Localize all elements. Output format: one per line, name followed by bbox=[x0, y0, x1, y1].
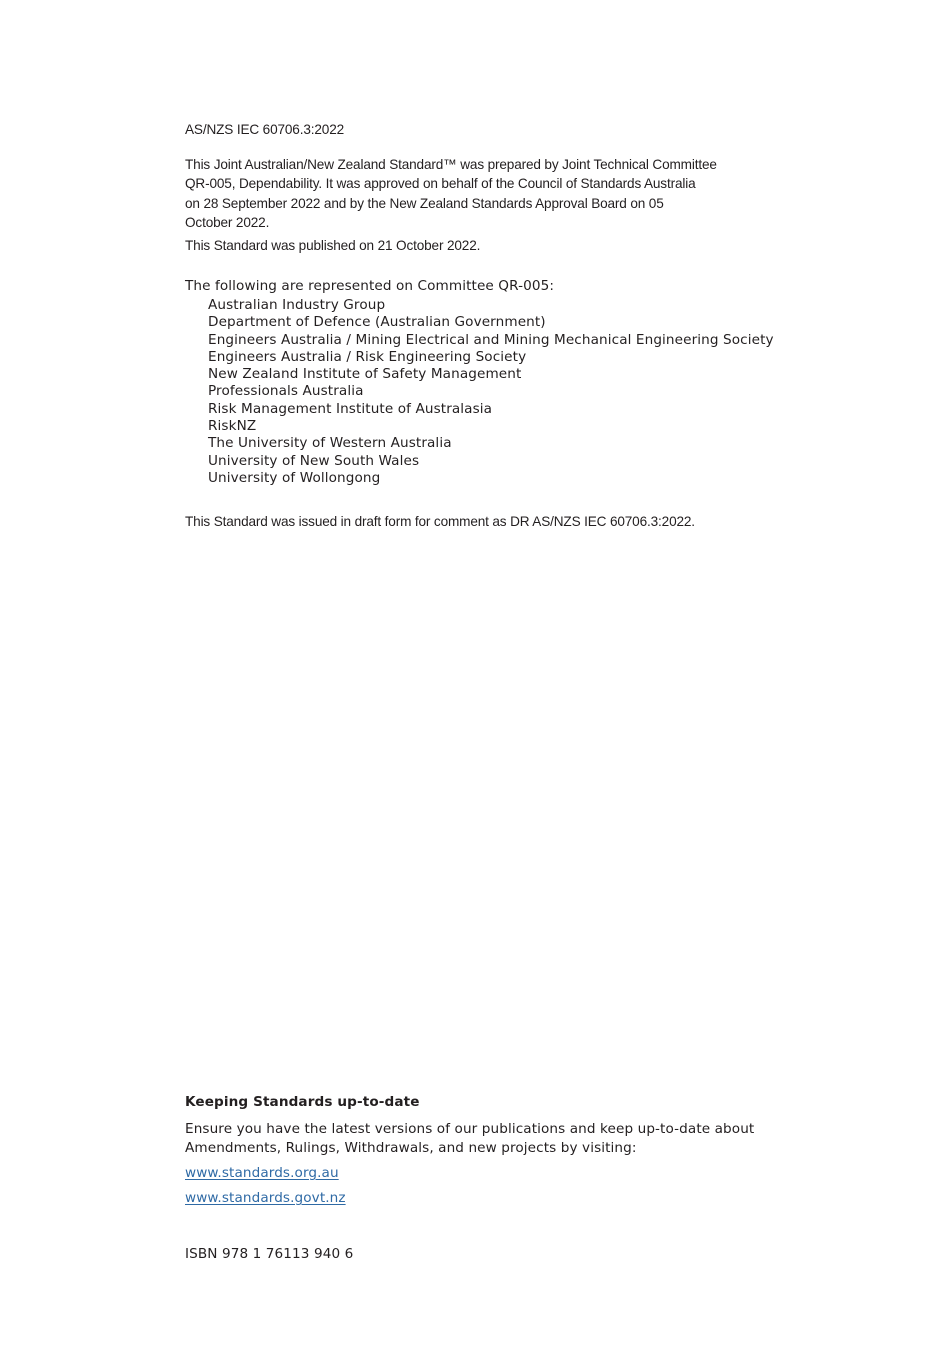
committee-member: Professionals Australia bbox=[208, 383, 364, 400]
committee-member: Department of Defence (Australian Government) bbox=[208, 314, 546, 331]
standards-australia-link[interactable]: www.standards.org.au bbox=[185, 1165, 339, 1181]
committee-member: University of Wollongong bbox=[208, 469, 381, 486]
committee-member: RiskNZ bbox=[208, 418, 257, 435]
committee-member-list bbox=[208, 297, 774, 487]
preparation-line: on 28 September 2022 and by the New Zealand Standards Approval Board on 05 bbox=[185, 195, 664, 211]
committee-member: Engineers Australia / Mining Electrical and Mining Mechanical Engineering Society bbox=[208, 331, 774, 348]
committee-intro: The following are represented on Committee QR-005: bbox=[185, 278, 555, 294]
keeping-standards-heading: Keeping Standards up-to-date bbox=[185, 1094, 420, 1110]
committee-member: Australian Industry Group bbox=[208, 297, 386, 313]
committee-member: The University of Western Australia bbox=[208, 435, 452, 452]
keeping-paragraph-line: Amendments, Rulings, Withdrawals, and new projects by visiting: bbox=[185, 1140, 637, 1157]
committee-member: Risk Management Institute of Australasia bbox=[208, 400, 493, 417]
document-identifier: AS/NZS IEC 60706.3:2022 bbox=[185, 122, 345, 137]
draft-note: This Standard was issued in draft form for comment as DR AS/NZS IEC 60706.3:2022. bbox=[185, 514, 695, 529]
keeping-paragraph-line: Ensure you have the latest versions of our publications and keep up-to-date about bbox=[185, 1121, 755, 1137]
committee-member: New Zealand Institute of Safety Management bbox=[208, 366, 522, 383]
isbn: ISBN 978 1 76113 940 6 bbox=[185, 1246, 354, 1262]
committee-member: University of New South Wales bbox=[208, 452, 420, 469]
standards-new-zealand-link[interactable]: www.standards.govt.nz bbox=[185, 1190, 346, 1206]
committee-member: Engineers Australia / Risk Engineering Society bbox=[208, 348, 527, 365]
preparation-line: This Joint Australian/New Zealand Standard™ was prepared by Joint Technical Committee bbox=[185, 157, 717, 172]
publication-date-statement: This Standard was published on 21 October 2022. bbox=[185, 238, 481, 253]
keeping-standards-paragraph bbox=[185, 1120, 785, 1159]
preparation-paragraph bbox=[185, 155, 765, 232]
preparation-line: QR-005, Dependability. It was approved on behalf of the Council of Standards Australia bbox=[185, 176, 696, 192]
preparation-line: October 2022. bbox=[185, 214, 270, 230]
